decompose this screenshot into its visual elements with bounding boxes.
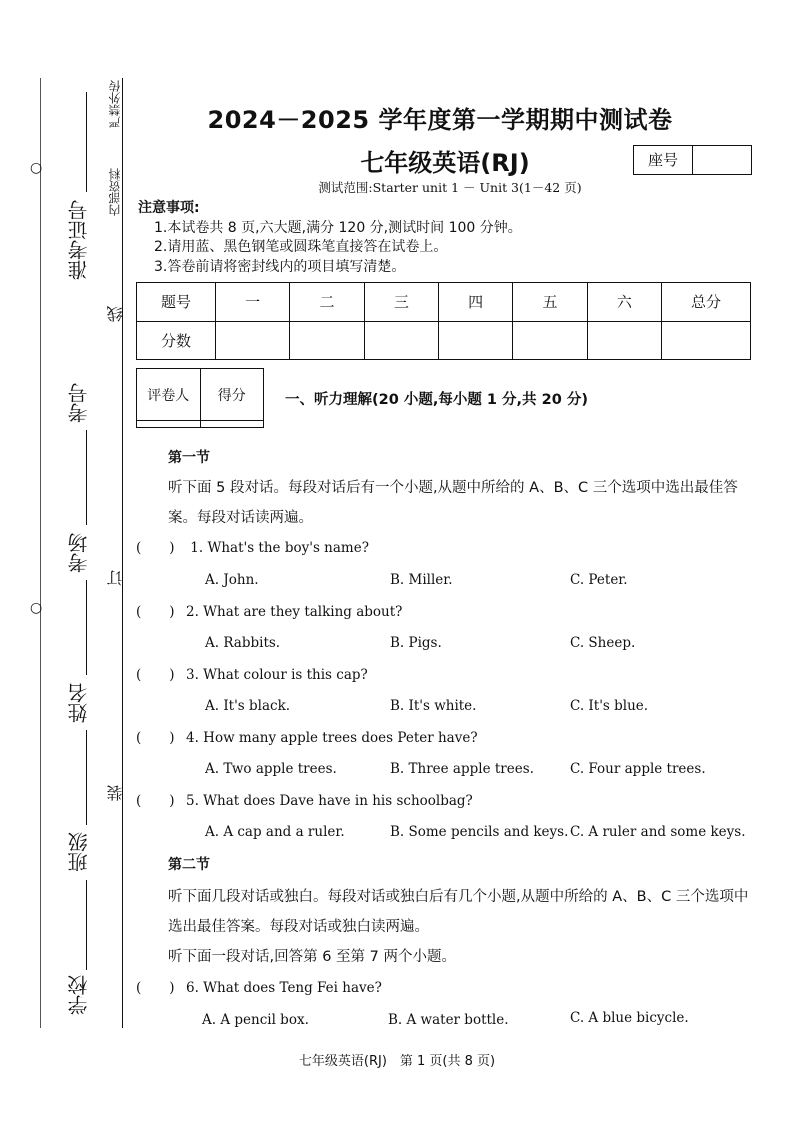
section-title: 一、听力理解(20 小题,每小题 1 分,共 20 分) [285, 392, 588, 408]
field-school: 学校 [67, 975, 91, 1015]
score-table-score-row [137, 321, 751, 360]
score-cell: 六 [587, 283, 661, 322]
option-a: A. John. [205, 572, 259, 588]
score-row-label: 分数 [137, 321, 216, 360]
option-b: B. Some pencils and keys. [390, 824, 569, 840]
score-cell: 五 [513, 283, 587, 322]
score-input-cell[interactable] [290, 321, 364, 360]
name-input-line[interactable] [86, 730, 87, 825]
score-input-cell[interactable] [513, 321, 587, 360]
seat-number-box [633, 145, 752, 175]
page-footer: 七年级英语(RJ) 第 1 页(共 8 页) [298, 1054, 496, 1069]
part2-heading: 第二节 [168, 857, 210, 873]
seal-char-order: 订 [106, 570, 125, 586]
score-input-cell[interactable] [587, 321, 661, 360]
part1-heading: 第一节 [168, 450, 210, 466]
question-stem: 3. What colour is this cap? [186, 667, 368, 683]
question-stem: 6. What does Teng Fei have? [186, 980, 382, 996]
option-c: C. Peter. [570, 572, 628, 588]
seal-char-line: 线 [106, 306, 125, 322]
cut-mark-2: ○ [30, 600, 43, 616]
option-c: C. It's blue. [570, 698, 649, 714]
notes-item: 1.本试卷共 8 页,六大题,满分 120 分,测试时间 100 分钟。 [154, 219, 522, 236]
seat-number-input[interactable] [693, 146, 751, 174]
score-cell: 四 [438, 283, 512, 322]
option-a: A. Two apple trees. [205, 761, 337, 777]
option-b: B. It's white. [390, 698, 477, 714]
exam-number-input-line[interactable] [86, 430, 87, 525]
part1-instruction [168, 473, 756, 533]
answer-blank[interactable]: ( ) [136, 980, 175, 996]
exam-room-input-line[interactable] [86, 580, 87, 675]
binding-note-1: 严禁外传 [108, 80, 122, 128]
binding-note-2: 内部资料 [108, 168, 122, 216]
field-class: 班级 [67, 832, 91, 872]
grader-input[interactable] [137, 421, 201, 428]
exam-subtitle: 七年级英语(RJ) [360, 149, 530, 177]
field-exam-room: 考场 [67, 533, 91, 573]
option-b: B. Pigs. [390, 635, 442, 651]
test-scope: 测试范围:Starter unit 1 － Unit 3(1－42 页) [318, 180, 582, 195]
exam-title: 2024－2025 学年度第一学期期中测试卷 [207, 106, 673, 134]
grader-label: 评卷人 [137, 369, 201, 421]
notes-item: 2.请用蓝、黑色钢笔或圆珠笔直接答在试卷上。 [154, 239, 448, 255]
grader-score-input[interactable] [200, 421, 264, 428]
class-input-line[interactable] [86, 880, 87, 970]
option-c: C. Sheep. [570, 635, 636, 651]
question-stem: 2. What are they talking about? [186, 604, 403, 620]
option-a: A. A cap and a ruler. [205, 824, 345, 840]
part2-instruction-text: 听下面几段对话或独白。每段对话或独白后有几个小题,从题中所给的 A、B、C 三个选项中选出最佳答案。每段对话或独白读两遍。 [168, 889, 749, 935]
answer-blank[interactable]: ( ) [136, 793, 175, 809]
notes-block [138, 199, 522, 277]
seal-char-bind: 装 [106, 785, 125, 801]
answer-blank[interactable]: ( ) [136, 730, 175, 746]
option-c: C. A ruler and some keys. [570, 824, 746, 840]
score-input-cell[interactable] [216, 321, 290, 360]
option-a: A. A pencil box. [202, 1012, 309, 1028]
score-cell: 总分 [662, 283, 751, 322]
score-input-cell[interactable] [662, 321, 751, 360]
part2-instruction [168, 882, 756, 942]
score-input-cell[interactable] [364, 321, 438, 360]
option-c: C. Four apple trees. [570, 761, 706, 777]
answer-blank[interactable]: ( ) [136, 604, 175, 620]
grader-box [136, 368, 264, 428]
question-stem: 4. How many apple trees does Peter have? [186, 730, 478, 746]
score-input-cell[interactable] [438, 321, 512, 360]
option-a: A. It's black. [205, 698, 291, 714]
question-stem: 1. What's the boy's name? [186, 540, 369, 556]
field-name: 姓名 [67, 683, 91, 723]
question-3 [136, 667, 368, 683]
question-2 [136, 604, 402, 620]
score-cell: 二 [290, 283, 364, 322]
option-b: B. A water bottle. [388, 1012, 509, 1028]
cut-mark-1: ○ [30, 160, 43, 176]
field-exam-number: 考号 [67, 383, 91, 423]
score-table-header-row [137, 283, 751, 322]
question-stem: 5. What does Dave have in his schoolbag? [186, 793, 473, 809]
question-6 [136, 980, 382, 996]
question-1 [136, 540, 369, 556]
seat-label: 座号 [634, 146, 693, 174]
option-b: B. Miller. [390, 572, 453, 588]
notes-item: 3.答卷前请将密封线内的项目填写清楚。 [154, 258, 406, 275]
answer-blank[interactable]: ( ) [136, 667, 175, 683]
option-b: B. Three apple trees. [390, 761, 534, 777]
score-table [136, 282, 751, 360]
score-cell: 一 [216, 283, 290, 322]
answer-blank[interactable]: ( ) [136, 540, 175, 556]
binding-line [122, 78, 123, 1028]
part1-instruction-text: 听下面 5 段对话。每段对话后有一个小题,从题中所给的 A、B、C 三个选项中选出最佳答案。每段对话读两遍。 [168, 480, 738, 526]
field-exam-id: 准考证号 [67, 200, 91, 280]
grader-score-label: 得分 [200, 369, 264, 421]
notes-heading: 注意事项: [138, 200, 200, 216]
option-c: C. A blue bicycle. [570, 1010, 689, 1026]
exam-id-input-line[interactable] [86, 92, 87, 192]
score-cell: 三 [364, 283, 438, 322]
option-a: A. Rabbits. [205, 635, 281, 651]
part2-sub-instruction: 听下面一段对话,回答第 6 至第 7 两个小题。 [168, 949, 456, 965]
margin-line [40, 78, 41, 1028]
question-5 [136, 793, 473, 809]
question-4 [136, 730, 478, 746]
score-cell: 题号 [137, 283, 216, 322]
